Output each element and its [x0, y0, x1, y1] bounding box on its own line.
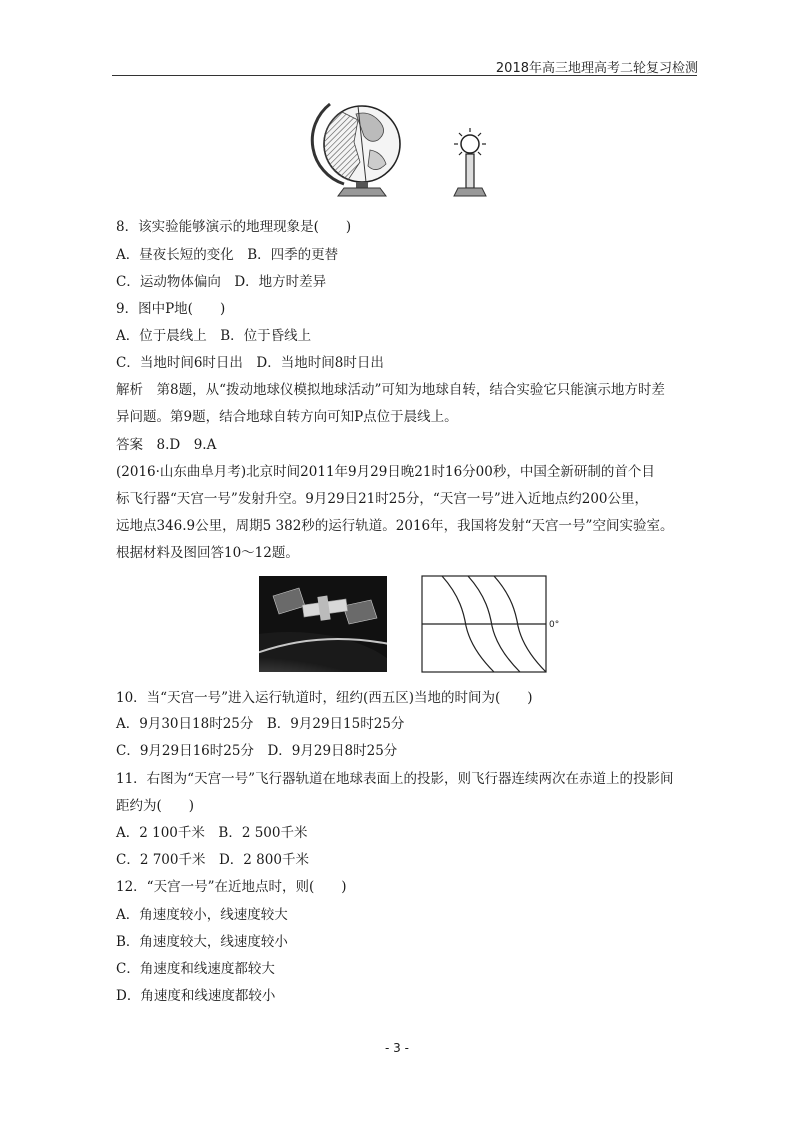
question-12: 12．“天宫一号”在近地点时，则( ) [116, 879, 347, 895]
passage-line-4: 根据材料及图回答10～12题。 [116, 545, 299, 561]
q10-options-cd: C．9月29日16时25分 D．9月29日8时25分 [116, 743, 398, 759]
q10-options-ab: A．9月30日18时25分 B．9月29日15时25分 [116, 716, 405, 732]
question-11: 11．右图为“天宫一号”飞行器轨道在地球表面上的投影，则飞行器连续两次在赤道上的投影间 [116, 771, 674, 787]
lamp-icon [454, 128, 486, 196]
header-rule [112, 75, 697, 76]
orbit-projection-chart [420, 574, 570, 676]
question-11-cont: 距约为( ) [116, 798, 195, 814]
globe-lamp-figure [300, 92, 520, 204]
answer-8-9: 答案 8.D 9.A [116, 437, 217, 453]
page-number: - 3 - [385, 1041, 409, 1055]
analysis-line-1: 解析 第8题，从“拨动地球仪模拟地球活动”可知为地球自转，结合实验它只能演示地方时差 [116, 382, 665, 398]
q9-options-ab: A．位于晨线上 B．位于昏线上 [116, 328, 312, 344]
globe-icon [312, 104, 400, 196]
q11-options-cd: C．2 700千米 D．2 800千米 [116, 852, 309, 868]
q11-options-ab: A．2 100千米 B．2 500千米 [116, 825, 308, 841]
passage-line-1: (2016·山东曲阜月考)北京时间2011年9月29日晚21时16分00秒，中国全新研制的首个目 [116, 464, 655, 480]
q8-options-cd: C．运动物体偏向 D．地方时差异 [116, 274, 327, 290]
analysis-line-2: 异问题。第9题，结合地球自转方向可知P点位于晨线上。 [116, 409, 458, 425]
passage-line-2: 标飞行器“天宫一号”发射升空。9月29日21时25分，“天宫一号”进入近地点约200公里， [116, 491, 648, 507]
q12-option-a: A．角速度较小，线速度较大 [116, 907, 288, 923]
passage-line-3: 远地点346.9公里，周期5 382秒的运行轨道。2016年，我国将发射“天宫一号”空间实验室。 [116, 518, 674, 534]
q8-options-ab: A．昼夜长短的变化 B．四季的更替 [116, 247, 339, 263]
question-8: 8．该实验能够演示的地理现象是( ) [116, 219, 352, 235]
q12-option-b: B．角速度较大，线速度较小 [116, 934, 288, 950]
question-10: 10．当“天宫一号”进入运行轨道时，纽约(西五区)当地的时间为( ) [116, 690, 533, 706]
q9-options-cd: C．当地时间6时日出 D．当地时间8时日出 [116, 355, 384, 371]
question-9: 9．图中P地( ) [116, 301, 226, 317]
q12-option-d: D．角速度和线速度都较小 [116, 988, 276, 1004]
spacecraft-photo [259, 576, 387, 672]
q12-option-c: C．角速度和线速度都较大 [116, 961, 275, 977]
header-title: 2018年高三地理高考二轮复习检测 [495, 61, 698, 76]
equator-label: 0° [549, 620, 560, 630]
